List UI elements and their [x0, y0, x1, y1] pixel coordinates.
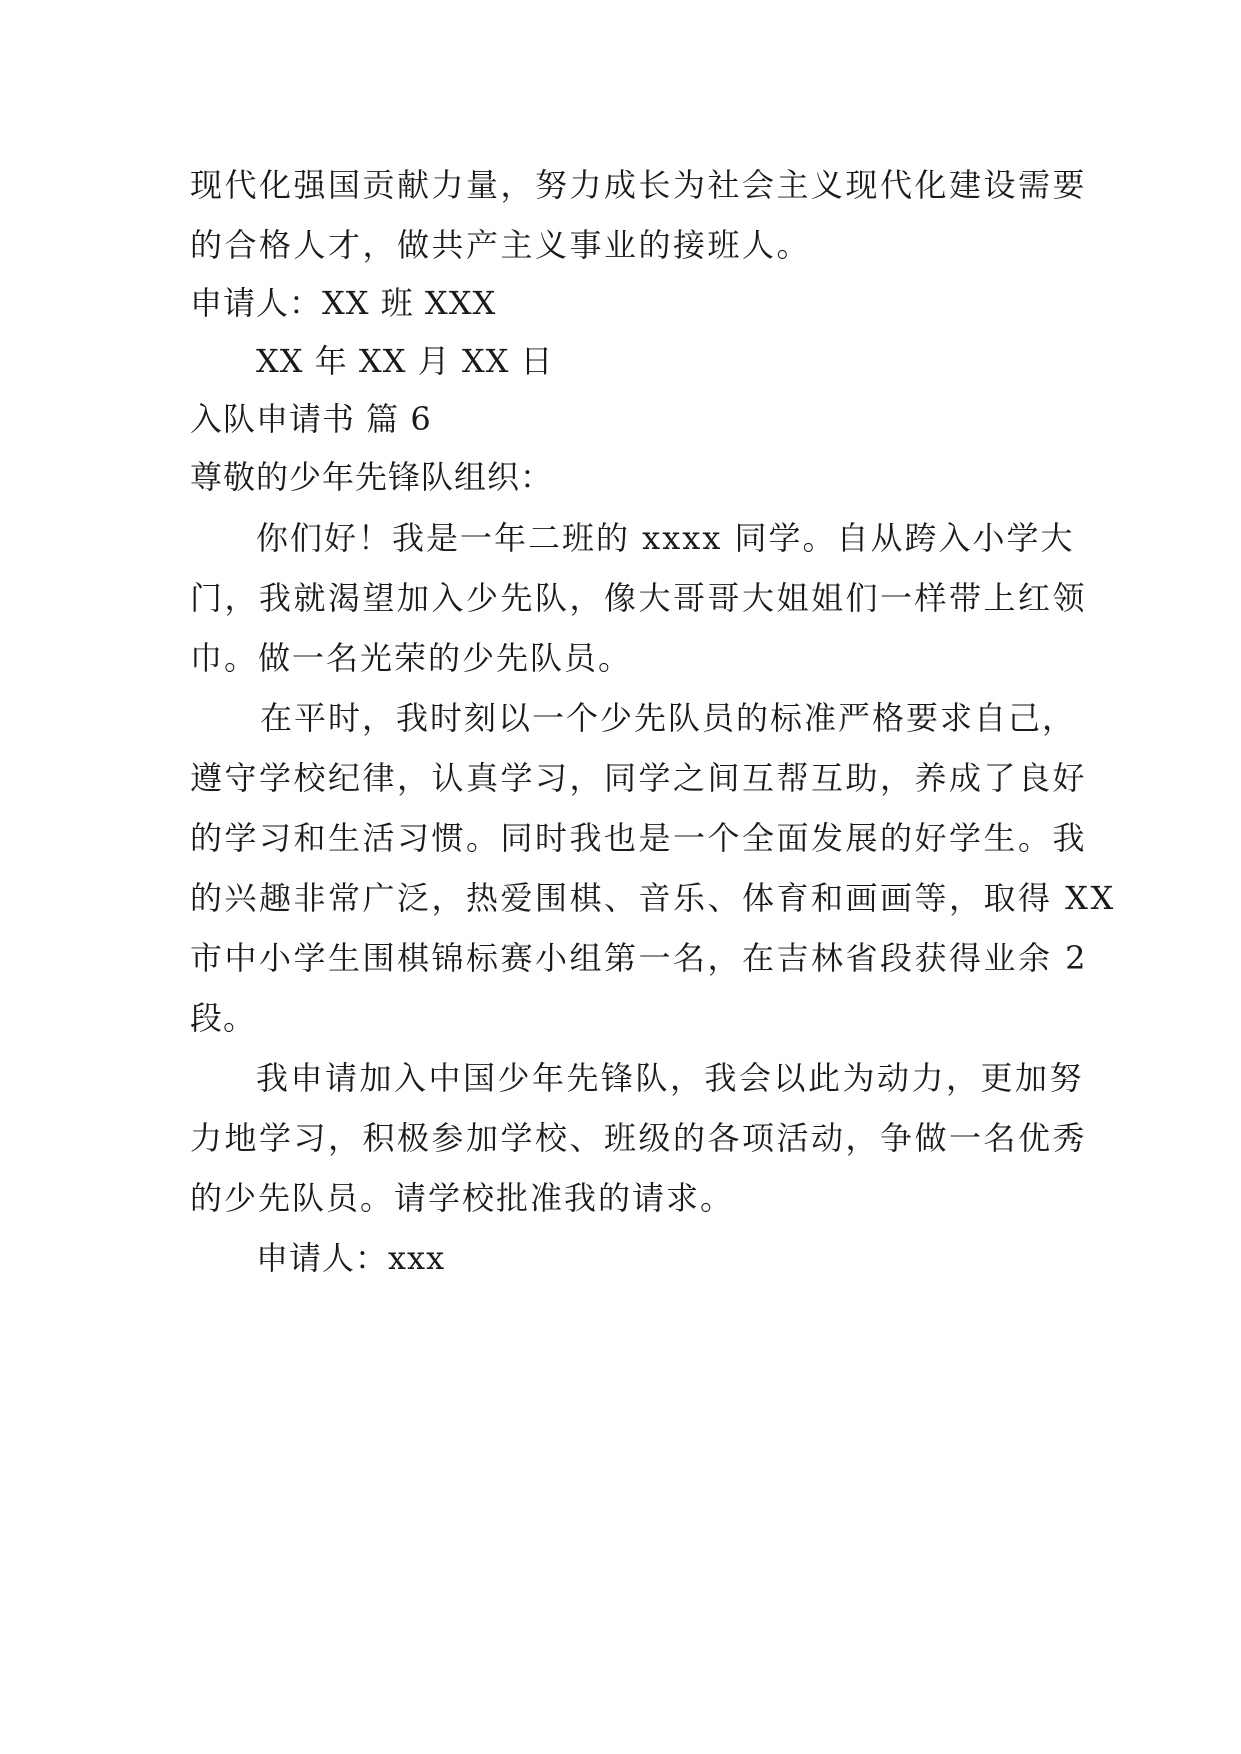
body-text-line: 门，我就渴望加入少先队，像大哥哥大姐姐们一样带上红领 — [190, 579, 1088, 617]
body-text-line: 的少先队员。请学校批准我的请求。 — [190, 1179, 735, 1217]
body-text-line: 现代化强国贡献力量，努力成长为社会主义现代化建设需要 — [190, 166, 1088, 204]
body-text-line: 巾。做一名光荣的少先队员。 — [190, 639, 633, 677]
body-text-line: 在平时，我时刻以一个少先队员的标准严格要求自己， — [260, 699, 1077, 737]
body-text-line: 力地学习，积极参加学校、班级的各项活动，争做一名优秀 — [190, 1119, 1088, 1157]
signature-date: XX 年 XX 月 XX 日 — [256, 342, 554, 380]
body-text-line: 的合格人才，做共产主义事业的接班人。 — [190, 226, 812, 264]
body-text-line: 的兴趣非常广泛，热爱围棋、音乐、体育和画画等，取得 XX — [190, 879, 1116, 917]
applicant-signature: 申请人：XX 班 XXX — [190, 284, 497, 322]
applicant-signature: 申请人：xxx — [256, 1239, 446, 1277]
body-text-line: 遵守学校纪律，认真学习，同学之间互帮互助，养成了良好 — [190, 759, 1088, 797]
body-text-line: 你们好！我是一年二班的 xxxx 同学。自从跨入小学大 — [256, 519, 1075, 557]
body-text-line: 我申请加入中国少年先锋队，我会以此为动力，更加努 — [256, 1059, 1085, 1097]
body-text-line: 段。 — [190, 999, 257, 1037]
salutation: 尊敬的少年先锋队组织： — [190, 458, 554, 496]
body-text-line: 的学习和生活习惯。同时我也是一个全面发展的好学生。我 — [190, 819, 1088, 857]
body-text-line: 市中小学生围棋锦标赛小组第一名，在吉林省段获得业余 2 — [190, 939, 1089, 977]
section-title: 入队申请书 篇 6 — [190, 400, 432, 438]
